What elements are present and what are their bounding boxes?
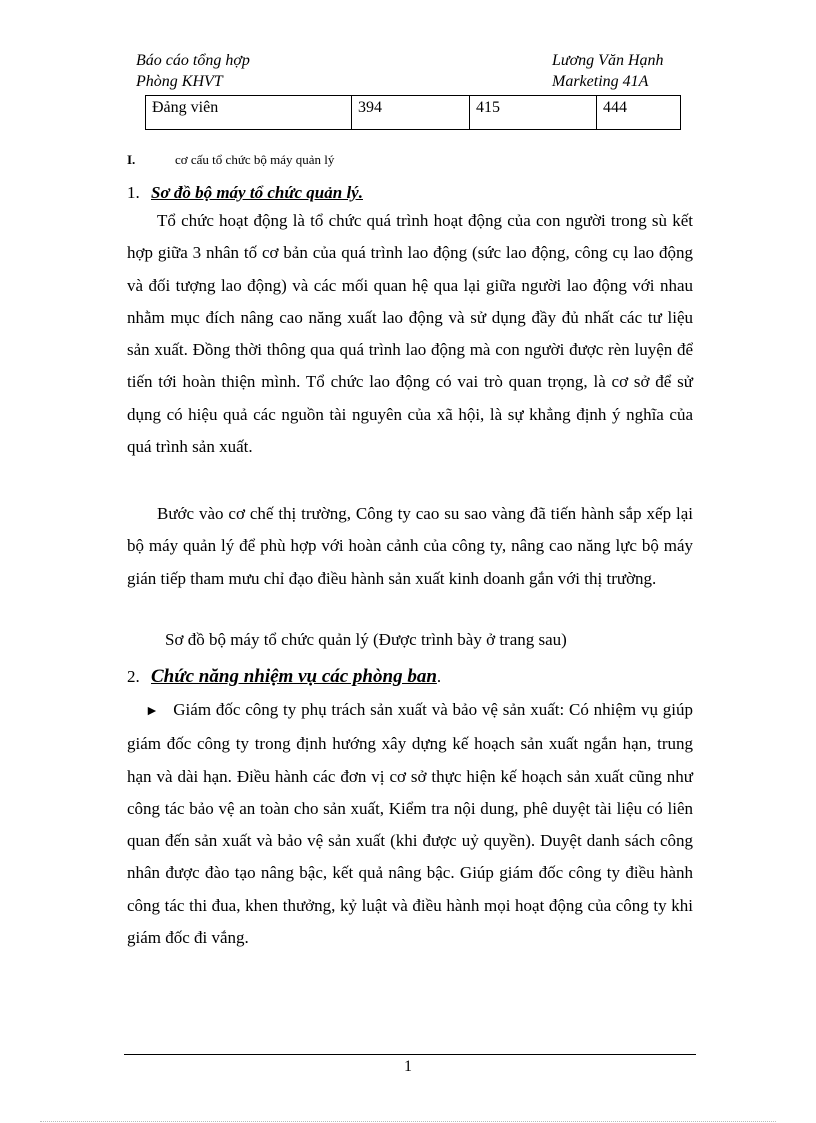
paragraph-2: [127, 498, 693, 595]
bullet-arrow-icon: ►: [145, 704, 159, 719]
table-row: [146, 96, 681, 130]
diagram-caption: Sơ đồ bộ máy tổ chức quản lý (Được trình bày ở trang sau): [165, 630, 567, 649]
heading-2-period: .: [436, 667, 442, 686]
department-name: Phòng KHVT: [136, 73, 223, 90]
section-heading: [127, 150, 334, 170]
author-class: Marketing 41A: [552, 73, 649, 90]
report-title: Báo cáo tổng hợp: [136, 52, 250, 69]
heading-2-number: 2.: [127, 667, 140, 686]
paragraph-2-text: Bước vào cơ chế thị trường, Công ty cao su sao vàng đã tiến hành sắp xếp lại bộ máy quản lý để phù hợp với hoàn cảnh của công ty, nâng cao năng lực bộ máy gián tiếp tham mưu chỉ đạo điều hành sản xuất kinh doanh gắn với thị trường.: [127, 504, 693, 588]
header-left: [136, 50, 250, 92]
heading-2: [127, 665, 441, 689]
section-title: cơ cấu tổ chức bộ máy quản lý: [175, 152, 335, 167]
table-cell: 444: [597, 96, 681, 130]
header-right: [552, 50, 664, 92]
table-cell: Đảng viên: [146, 96, 352, 130]
heading-2-title: Chức năng nhiệm vụ các phòng ban: [151, 666, 437, 687]
paragraph-3-text: Giám đốc công ty phụ trách sản xuất và bảo vệ sản xuất: Có nhiệm vụ giúp giám đốc công ty trong định hướng xây dựng kế hoạch sản xuất ngắn hạn, trung hạn và dài hạn. Điều hành các đơn vị cơ sở thực hiện kế hoạch sản xuất cũng như công tác bảo vệ an toàn cho sản xuất, Kiểm tra nội dung, phê duyệt tài liệu có liên quan đến sản xuất và bảo vệ sản xuất (khi được uỷ quyền). Duyệt danh sách công nhân được đào tạo nâng bậc, kết quả nâng bậc. Giúp giám đốc công ty điều hành công tác thi đua, khen thưởng, kỷ luật và điều hành mọi hoạt động của công ty khi giám đốc đi vắng.: [127, 700, 693, 948]
section-number: I.: [127, 152, 136, 167]
footer-divider: [124, 1054, 696, 1055]
author-name: Lương Văn Hạnh: [552, 52, 664, 69]
paragraph-1-text: Tổ chức hoạt động là tổ chức quá trình hoạt động của con người trong sù kết hợp giữa 3 nhân tố cơ bản của quá trình lao động (sức lao động, công cụ lao động và đối tượng lao động) và các mối quan hệ qua lại giữa người lao động với nhau nhằm mục đích nâng cao năng xuất lao động và sử dụng đầy đủ nhất các tư liệu sản xuất. Đồng thời thông qua quá trình lao động mà con người được rèn luyện để tiến tới hoàn thiện mình. Tổ chức lao động có vai trò quan trọng, là cơ sở để sử dụng có hiệu quả các nguồn tài nguyên của xã hội, là sự khẳng định ý nghĩa của quá trình sản xuất.: [127, 211, 693, 457]
heading-1-number: 1.: [127, 183, 140, 202]
data-table: [145, 95, 681, 130]
paragraph-1: [127, 205, 693, 463]
paragraph-3-block: [127, 694, 693, 954]
paragraph-3: [127, 694, 693, 954]
table-cell: 394: [352, 96, 470, 130]
heading-1: [127, 181, 363, 205]
table-cell: 415: [470, 96, 597, 130]
page-number: 1: [404, 1058, 412, 1075]
heading-1-title: Sơ đồ bộ máy tổ chức quản lý.: [151, 183, 363, 202]
page-edge-divider: [40, 1121, 776, 1122]
